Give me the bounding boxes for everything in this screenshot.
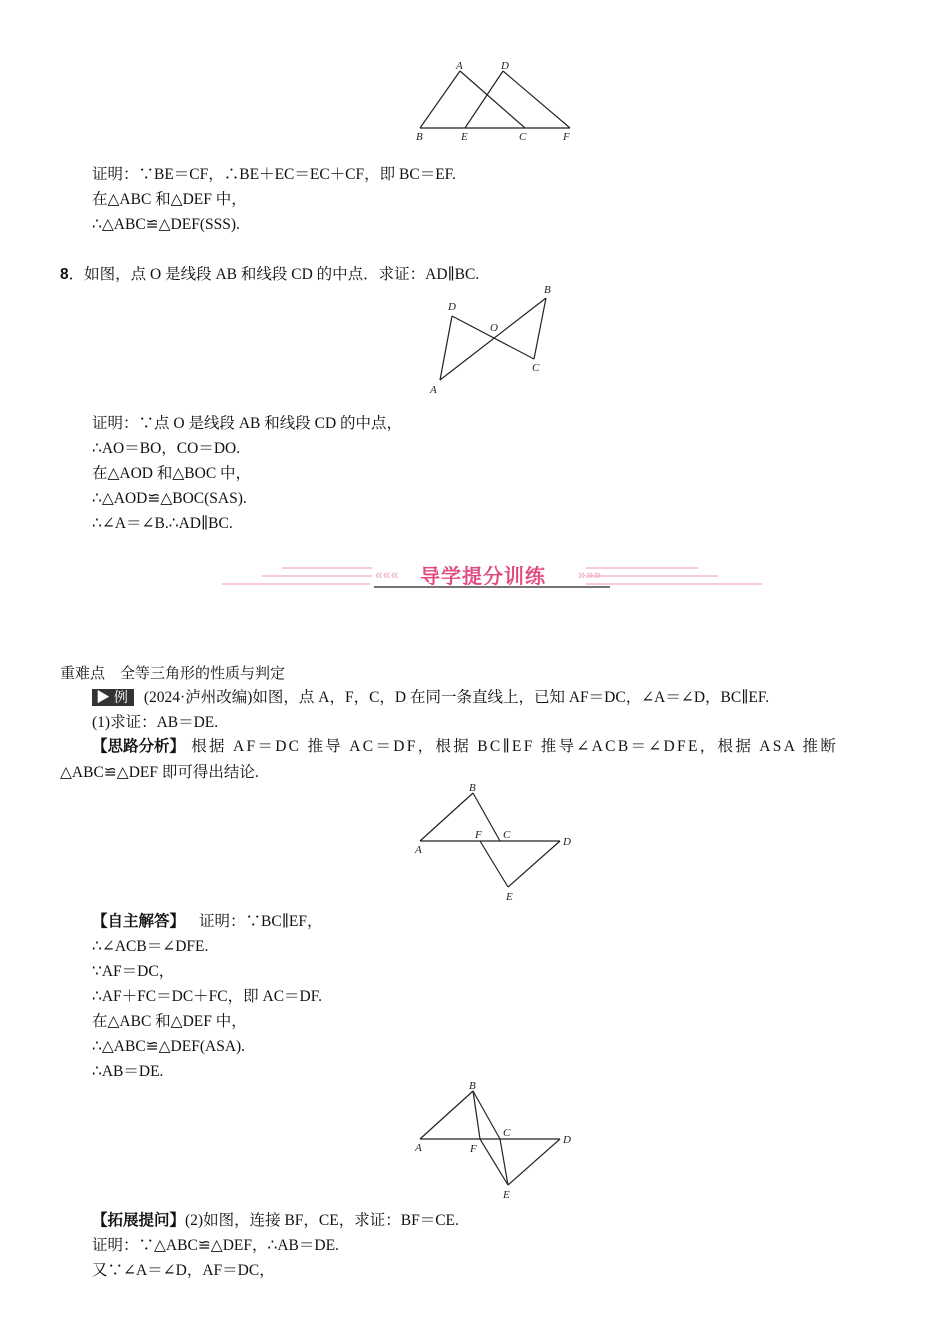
proof2-line-4: ∴△AOD≌△BOC(SAS). [92,490,247,507]
label-a: A [456,60,463,72]
banner-left-arrows: ««« [375,566,399,582]
label-d: D [501,60,509,72]
label-c: C [519,131,527,143]
label-a: A [415,844,422,856]
label-a: A [430,384,437,396]
label-e: E [503,1189,510,1201]
label-c: C [532,362,540,374]
analysis-line-2: △ABC≌△DEF 即可得出结论. [60,764,259,781]
solution-line-2: ∵AF＝DC， [92,963,175,980]
solution-line-6: ∴AB＝DE. [92,1063,164,1080]
question-number: 8 [60,266,69,283]
banner-title: 导学提分训练 [420,564,546,588]
label-d: D [563,836,571,848]
example-intro [92,688,769,708]
label-a: A [415,1142,422,1154]
label-f: F [475,829,482,841]
section-title: 重难点 全等三角形的性质与判定 [60,665,286,682]
label-f: F [563,131,570,143]
extension-q2: (2)如图，连接 BF，CE，求证：BF＝CE. [185,1212,459,1229]
solution-line-4: 在△ABC 和△DEF 中， [92,1013,247,1030]
label-b: B [469,1080,476,1092]
proof2-line-1: 证明：∵点 O 是线段 AB 和线段 CD 的中点， [92,415,403,432]
solution-first: 证明：∵BC∥EF， [199,913,323,930]
figure-example-2 [410,1078,580,1203]
extension-label: 【拓展提问】 [92,1212,186,1229]
proof1-line-2: 在△ABC 和△DEF 中， [92,191,247,208]
example-intro-text: (2024·泸州改编)如图，点 A，F，C，D 在同一条直线上，已知 AF＝DC，∠A＝∠D，BC∥EF. [143,689,770,706]
extension-line-1: 证明：∵△ABC≌△DEF，∴AB＝DE. [92,1237,339,1254]
solution-line-5: ∴△ABC≌△DEF(ASA). [92,1038,246,1055]
extension-question [92,1211,459,1231]
label-b: B [544,284,551,296]
label-b: B [469,782,476,794]
figure-example-1 [410,780,580,905]
solution-first-line [92,912,322,932]
label-d: D [563,1134,571,1146]
proof2-line-5: ∴∠A＝∠B.∴AD∥BC. [92,515,233,532]
analysis-line-1 [92,737,892,757]
figure-triangles-abc-def [410,58,580,148]
label-e: E [506,891,513,903]
example-badge: ▶ 例 [92,689,134,706]
proof2-line-3: 在△AOD 和△BOC 中， [92,465,252,482]
label-c: C [503,1127,511,1139]
proof1-line-1: 证明：∵BE＝CF，∴BE＋EC＝EC＋CF，即 BC＝EF. [92,166,456,183]
label-f: F [470,1143,477,1155]
analysis-text: 根据 AF＝DC 推导 AC＝DF，根据 BC∥EF 推导∠ACB＝∠DFE，根据 ASA 推断 [191,738,839,755]
question-8 [60,265,479,285]
banner-right-arrows: »»» [578,566,602,582]
label-b: B [416,131,423,143]
extension-line-2: 又∵∠A＝∠D，AF＝DC， [92,1262,275,1279]
example-question-1: (1)求证：AB＝DE. [92,714,219,731]
label-e: E [461,131,468,143]
label-d: D [448,301,456,313]
solution-line-3: ∴AF＋FC＝DC＋FC，即 AC＝DF. [92,988,322,1005]
solution-label: 【自主解答】 [92,913,186,930]
proof1-line-3: ∴△ABC≌△DEF(SSS). [92,216,240,233]
question-text: ．如图，点 O 是线段 AB 和线段 CD 的中点．求证：AD∥BC. [68,266,480,283]
analysis-label: 【思路分析】 [92,738,186,755]
figure-segments-ab-cd [420,282,560,398]
proof2-line-2: ∴AO＝BO，CO＝DO. [92,440,241,457]
label-c: C [503,829,511,841]
label-o: O [490,322,498,334]
solution-line-1: ∴∠ACB＝∠DFE. [92,938,209,955]
